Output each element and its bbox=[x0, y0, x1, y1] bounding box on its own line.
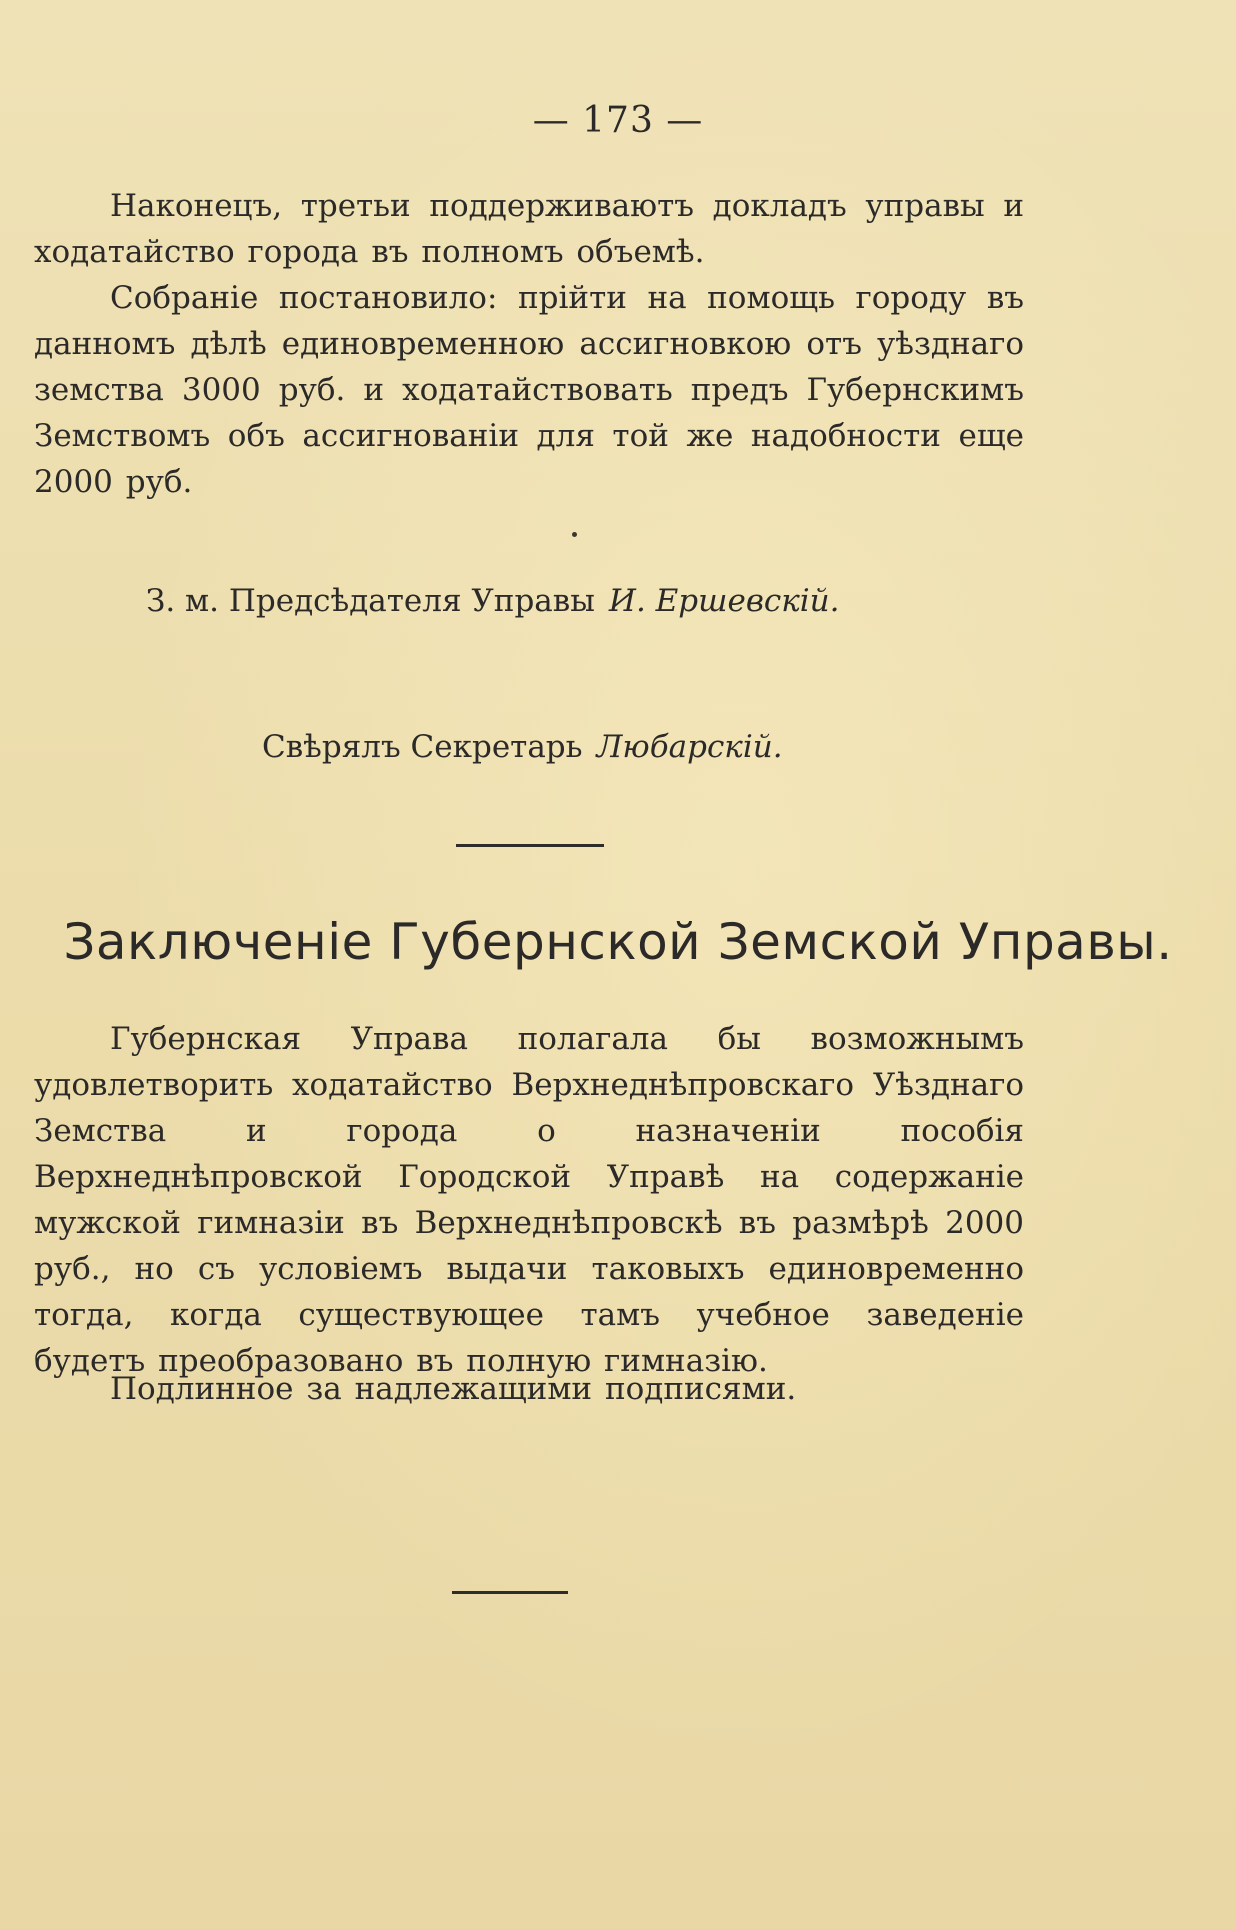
paragraph-resolution: Собраніе постановило: прійти на помощь городу въ данномъ дѣлѣ единовременною ассигновкою отъ уѣзднаго земства 3000 руб. и ходатайствовать предъ Губернскимъ Земствомъ объ ассигнованіи для той же надобности еще 2000 руб. bbox=[34, 280, 1024, 500]
signature-secretary bbox=[262, 724, 783, 770]
signature-chairman-name: И. Ершевскій. bbox=[608, 583, 840, 619]
signature-secretary-title: Свѣрялъ Секретарь bbox=[262, 729, 583, 765]
section-heading: Заключеніе Губернской Земской Управы. bbox=[63, 913, 1173, 971]
signature-secretary-name: Любарскій. bbox=[596, 729, 783, 765]
paragraph-conclusion: Губернская Управа полагала бы возможнымъ удовлетворить ходатайство Верхнеднѣпровскаго Уѣзднаго Земства и города о назначеніи пособія Верхнеднѣпровской Городской Управѣ на содержаніе мужской гимназіи въ Верхнеднѣпровскѣ въ размѣрѣ 2000 руб., но съ условіемъ выдачи таковыхъ единовременно тогда, когда существующее тамъ учебное заведеніе будетъ преобразовано въ полную гимназію. bbox=[34, 1021, 1024, 1379]
closing-line: Подлинное за надлежащими подписями. bbox=[110, 1371, 797, 1407]
ink-dot bbox=[572, 532, 577, 537]
paragraph-opinion: Наконецъ, третьи поддерживаютъ докладъ управы и ходатайство города въ полномъ объемѣ. bbox=[34, 188, 1024, 270]
divider-rule-top bbox=[456, 844, 604, 847]
top-text-block bbox=[34, 183, 1024, 505]
divider-rule-bottom bbox=[452, 1591, 568, 1594]
signature-chairman bbox=[146, 578, 839, 624]
page-number: — 173 — bbox=[532, 100, 704, 141]
signature-chairman-title: З. м. Предсѣдателя Управы bbox=[146, 583, 595, 619]
closing-block bbox=[34, 1366, 1024, 1412]
main-text-block bbox=[34, 1016, 1024, 1384]
